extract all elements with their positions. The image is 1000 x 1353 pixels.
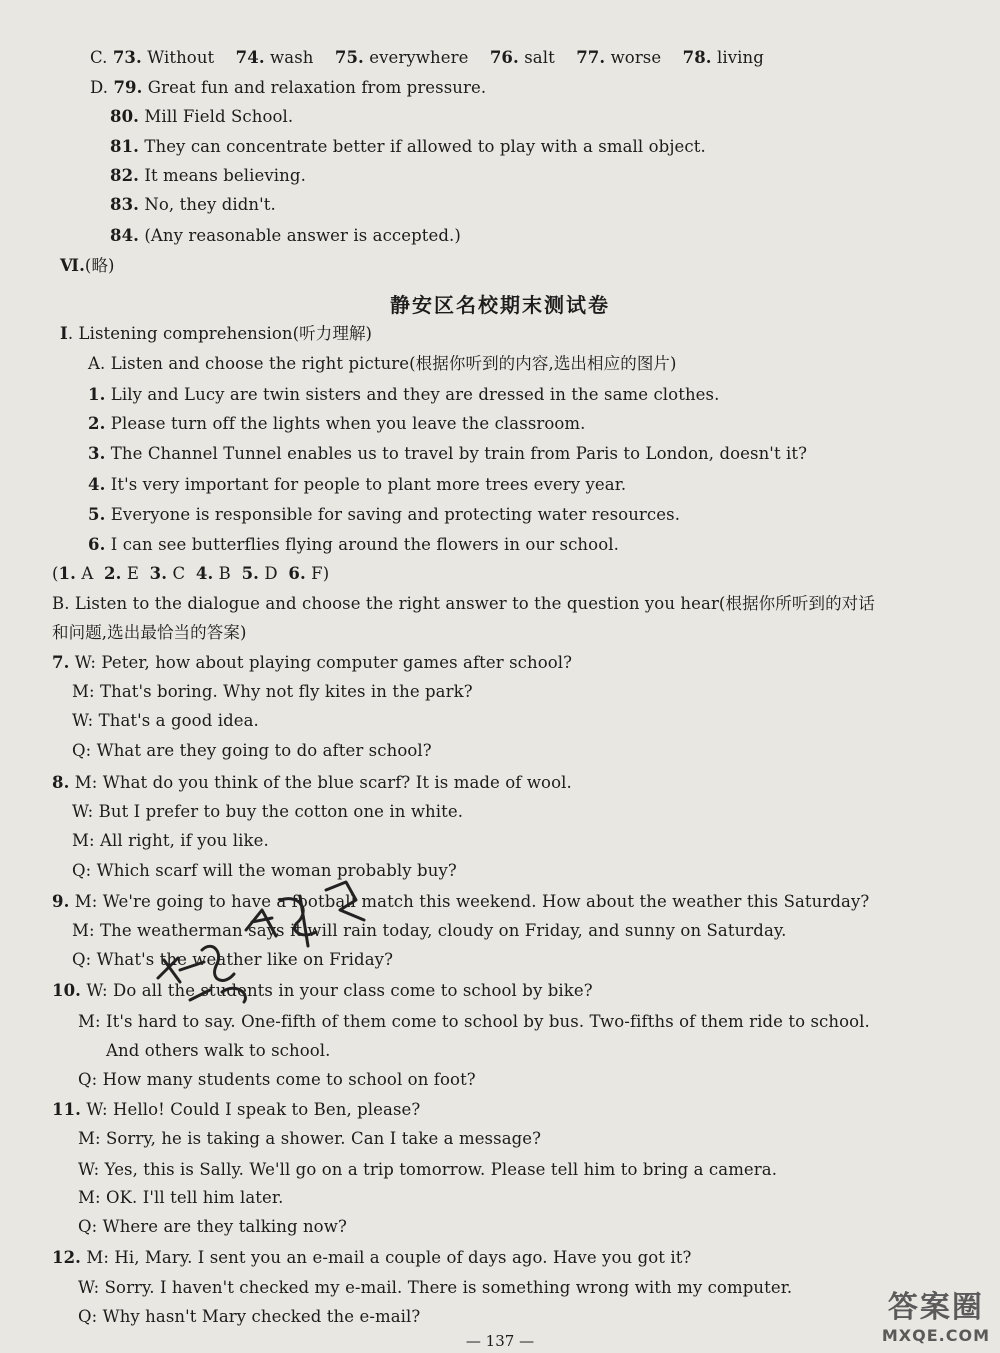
text-line bbox=[110, 136, 706, 158]
watermark-logo: 答案圈 bbox=[887, 1290, 984, 1325]
line-text: Q: Where are they talking now? bbox=[78, 1217, 347, 1236]
item-number: 79. bbox=[113, 78, 143, 97]
item-number: 10. bbox=[52, 981, 82, 1000]
line-text: W: That's a good idea. bbox=[72, 711, 259, 730]
line-text: worse bbox=[605, 48, 683, 67]
line-text: A bbox=[75, 564, 105, 583]
item-number: 4. bbox=[195, 564, 214, 583]
line-text: M: Sorry, he is taking a shower. Can I take a message? bbox=[78, 1129, 542, 1148]
item-number: 12. bbox=[52, 1248, 82, 1267]
text-line bbox=[110, 194, 276, 216]
text-line bbox=[72, 740, 432, 762]
item-number: 76. bbox=[489, 48, 519, 67]
line-text: W: Do all the students in your class come to school by bike? bbox=[81, 981, 593, 1000]
text-line bbox=[88, 504, 680, 526]
text-line bbox=[52, 652, 572, 674]
text-line bbox=[72, 681, 473, 703]
text-line bbox=[52, 593, 875, 615]
line-text: M: That's boring. Why not fly kites in the park? bbox=[72, 682, 473, 701]
item-number: 82. bbox=[110, 166, 140, 185]
page-number: — 137 — bbox=[465, 1332, 535, 1350]
line-text: W: Yes, this is Sally. We'll go on a trip tomorrow. Please tell him to bring a camera. bbox=[78, 1160, 778, 1179]
item-number: 7. bbox=[52, 653, 70, 672]
line-text: Q: Why hasn't Mary checked the e-mail? bbox=[78, 1307, 421, 1326]
item-number: 2. bbox=[104, 564, 122, 583]
text-line bbox=[88, 413, 586, 435]
text-line bbox=[88, 353, 677, 375]
text-line bbox=[78, 1128, 541, 1150]
line-text: W: Peter, how about playing computer games after school? bbox=[69, 653, 573, 672]
line-text: M: We're going to have a football match this weekend. How about the weather this Saturday? bbox=[69, 892, 870, 911]
line-text: (略) bbox=[84, 256, 115, 275]
line-text: living bbox=[711, 48, 764, 67]
item-number: 2. bbox=[88, 414, 106, 433]
item-number: 8. bbox=[52, 773, 70, 792]
line-text: The Channel Tunnel enables us to travel by train from Paris to London, doesn't it? bbox=[105, 444, 808, 463]
item-number: 75. bbox=[334, 48, 364, 67]
text-line bbox=[72, 830, 269, 852]
text-line bbox=[110, 225, 461, 247]
item-number: 84. bbox=[110, 226, 140, 245]
line-text: C. bbox=[90, 48, 113, 67]
item-number: 11. bbox=[52, 1100, 82, 1119]
line-text: It means believing. bbox=[139, 166, 306, 185]
text-line bbox=[52, 622, 246, 644]
line-text: D bbox=[259, 564, 289, 583]
line-text: F) bbox=[305, 564, 330, 583]
line-text: I can see butterflies flying around the flowers in our school. bbox=[105, 535, 619, 554]
line-text: (Any reasonable answer is accepted.) bbox=[139, 226, 461, 245]
text-line bbox=[72, 801, 463, 823]
line-text: M: Hi, Mary. I sent you an e-mail a couple of days ago. Have you got it? bbox=[81, 1248, 692, 1267]
text-line bbox=[110, 165, 306, 187]
line-text: M: It's hard to say. One-fifth of them come to school by bus. Two-fifths of them ride to school. bbox=[78, 1012, 870, 1031]
line-text: M: What do you think of the blue scarf? It is made of wool. bbox=[69, 773, 572, 792]
line-text: Great fun and relaxation from pressure. bbox=[142, 78, 487, 97]
line-text: C bbox=[167, 564, 196, 583]
text-line bbox=[78, 1306, 420, 1328]
line-text: Without bbox=[141, 48, 236, 67]
text-line bbox=[106, 1040, 331, 1062]
line-text: everywhere bbox=[363, 48, 490, 67]
item-number: 6. bbox=[88, 535, 106, 554]
line-text: salt bbox=[518, 48, 577, 67]
line-text: Q: Which scarf will the woman probably buy? bbox=[72, 861, 457, 880]
line-text: It's very important for people to plant more trees every year. bbox=[105, 475, 627, 494]
line-text: Lily and Lucy are twin sisters and they are dressed in the same clothes. bbox=[105, 385, 720, 404]
item-number: Ⅰ bbox=[60, 324, 68, 343]
line-text: . Listening comprehension(听力理解) bbox=[67, 324, 373, 343]
text-line bbox=[78, 1187, 283, 1209]
line-text: Q: How many students come to school on foot? bbox=[78, 1070, 476, 1089]
line-text: M: All right, if you like. bbox=[72, 831, 269, 850]
line-text: And others walk to school. bbox=[106, 1041, 331, 1060]
text-line bbox=[52, 1099, 420, 1121]
item-number: 9. bbox=[52, 892, 70, 911]
text-line bbox=[88, 443, 807, 465]
text-line bbox=[90, 47, 764, 69]
text-line bbox=[60, 255, 115, 277]
text-line bbox=[78, 1216, 347, 1238]
text-line bbox=[52, 1247, 691, 1269]
item-number: 81. bbox=[110, 137, 140, 156]
line-text: They can concentrate better if allowed to play with a small object. bbox=[139, 137, 706, 156]
text-line bbox=[90, 77, 486, 99]
item-number: 4. bbox=[88, 475, 106, 494]
text-line bbox=[78, 1011, 870, 1033]
line-text: W: But I prefer to buy the cotton one in white. bbox=[72, 802, 464, 821]
section-title: 静安区名校期末测试卷 bbox=[390, 293, 610, 317]
text-line bbox=[60, 323, 372, 345]
text-line bbox=[78, 1069, 476, 1091]
text-line bbox=[52, 563, 329, 585]
item-number: 3. bbox=[88, 444, 106, 463]
line-text: W: Hello! Could I speak to Ben, please? bbox=[81, 1100, 421, 1119]
line-text: B. Listen to the dialogue and choose the right answer to the question you hear(根据你所听到的对话 bbox=[52, 594, 875, 613]
item-number: Ⅵ. bbox=[60, 256, 85, 275]
text-line bbox=[78, 1159, 777, 1181]
line-text: 和问题,选出最恰当的答案) bbox=[52, 623, 247, 642]
item-number: 3. bbox=[149, 564, 168, 583]
line-text: Q: What's the weather like on Friday? bbox=[72, 950, 394, 969]
item-number: 5. bbox=[88, 505, 106, 524]
item-number: 78. bbox=[682, 48, 712, 67]
line-text: Q: What are they going to do after school? bbox=[72, 741, 432, 760]
item-number: 1. bbox=[58, 564, 76, 583]
line-text: Please turn off the lights when you leave the classroom. bbox=[105, 414, 586, 433]
text-line bbox=[88, 384, 719, 406]
line-text: W: Sorry. I haven't checked my e-mail. There is something wrong with my computer. bbox=[78, 1278, 793, 1297]
line-text: ( bbox=[52, 564, 59, 583]
text-line bbox=[88, 474, 626, 496]
text-line bbox=[88, 534, 619, 556]
item-number: 83. bbox=[110, 195, 140, 214]
line-text: E bbox=[121, 564, 150, 583]
line-text: B bbox=[213, 564, 242, 583]
item-number: 74. bbox=[235, 48, 265, 67]
text-line bbox=[72, 710, 259, 732]
item-number: 5. bbox=[241, 564, 260, 583]
watermark-url: MXQE.COM bbox=[881, 1326, 990, 1345]
item-number: 80. bbox=[110, 107, 140, 126]
item-number: 73. bbox=[112, 48, 142, 67]
line-text: M: The weatherman says it will rain today, cloudy on Friday, and sunny on Saturday. bbox=[72, 921, 787, 940]
line-text: M: OK. I'll tell him later. bbox=[78, 1188, 284, 1207]
handwritten-scribble-icon bbox=[150, 870, 380, 1010]
line-text: No, they didn't. bbox=[139, 195, 276, 214]
line-text: D. bbox=[90, 78, 114, 97]
item-number: 1. bbox=[88, 385, 106, 404]
item-number: 77. bbox=[576, 48, 606, 67]
line-text: wash bbox=[264, 48, 335, 67]
text-line bbox=[52, 772, 572, 794]
text-line bbox=[78, 1277, 792, 1299]
line-text: Mill Field School. bbox=[139, 107, 294, 126]
item-number: 6. bbox=[288, 564, 306, 583]
site-watermark bbox=[882, 1282, 990, 1345]
line-text: A. Listen and choose the right picture(根据你听到的内容,选出相应的图片) bbox=[88, 354, 677, 373]
text-line bbox=[110, 106, 293, 128]
line-text: Everyone is responsible for saving and protecting water resources. bbox=[105, 505, 681, 524]
